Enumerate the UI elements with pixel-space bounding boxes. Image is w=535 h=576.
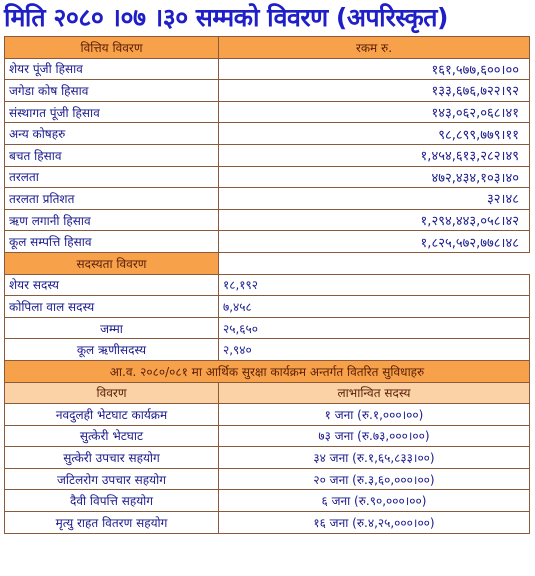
membership-row [5, 296, 530, 318]
financial-row-value: ९८,८९९,७७९।११ [219, 123, 530, 145]
membership-row-value: ७,४५८ [219, 296, 530, 318]
financial-header-amount: रकम रु. [219, 37, 530, 59]
financial-row-label: बचत हिसाव [5, 144, 219, 166]
benefit-row [5, 425, 530, 447]
financial-row-value: ३२।४८ [219, 188, 530, 210]
membership-row [5, 274, 530, 296]
financial-rows [5, 58, 530, 252]
membership-header-label: सदस्यता विवरण [5, 252, 219, 274]
benefit-row-label: मृत्यु राहत वितरण सहयोग [5, 512, 219, 534]
financial-row-label: शेयर पूंजी हिसाव [5, 58, 219, 80]
benefit-row-label: नवदुलही भेटघाट कार्यक्रम [5, 404, 219, 426]
benefit-row-value: ७३ जना (रु.७३,०००।००) [219, 425, 530, 447]
benefit-row-value: ३४ जना (रु.१,६५,८३३।००) [219, 447, 530, 469]
financial-row-label: कूल सम्पत्ति हिसाव [5, 231, 219, 253]
benefit-row [5, 447, 530, 469]
benefit-row-label: जटिलरोग उपचार सहयोग [5, 468, 219, 490]
financial-row-value: १४३,०६२,०६८।४१ [219, 101, 530, 123]
financial-row-value: १६१,५७७,६००।०० [219, 58, 530, 80]
financial-row-label: अन्य कोषहरु [5, 123, 219, 145]
membership-rows [5, 274, 530, 317]
financial-row [5, 80, 530, 102]
benefit-row-label: दैवी विपत्ति सहयोग [5, 490, 219, 512]
membership-total-value: २५,६५० [219, 317, 530, 339]
financial-row-value: ४७२,४३४,१०३।४० [219, 166, 530, 188]
membership-row-value: १८,१९२ [219, 274, 530, 296]
financial-row-value: १३३,६७६,७२२।९२ [219, 80, 530, 102]
benefit-row-label: सुत्केरी उपचार सहयोग [5, 447, 219, 469]
financial-row [5, 209, 530, 231]
debtor-value: २,९४० [219, 339, 530, 361]
financial-row-label: तरलता [5, 166, 219, 188]
membership-row-label: शेयर सदस्य [5, 274, 219, 296]
financial-row-label: तरलता प्रतिशत [5, 188, 219, 210]
benefits-header-row [5, 382, 530, 404]
financial-row [5, 123, 530, 145]
benefit-row-value: १ जना (रु.१,०००।००) [219, 404, 530, 426]
benefit-row [5, 404, 530, 426]
financial-row [5, 231, 530, 253]
membership-total-label: जम्मा [5, 317, 219, 339]
financial-row [5, 188, 530, 210]
benefit-row-value: १६ जना (रु.४,२५,०००।००) [219, 512, 530, 534]
financial-header-row [5, 37, 530, 59]
benefits-header-label: विवरण [5, 382, 219, 404]
benefit-row-value: ६ जना (रु.९०,०००।००) [219, 490, 530, 512]
benefits-band-row [5, 360, 530, 382]
financial-row [5, 101, 530, 123]
page-title: मिति २०८० ।०७ ।३० सम्मको विवरण (अपरिस्कृत) [4, 3, 448, 32]
benefits-band-title: आ.व. २०८०/०८१ मा आर्थिक सुरक्षा कार्यक्रम अन्तर्गत वितरित सुविधाहरु [5, 360, 530, 382]
debtor-label: कूल ऋणीसदस्य [5, 339, 219, 361]
benefits-header-value: लाभान्वित सदस्य [219, 382, 530, 404]
financial-row-value: १,४५४,६१३,२८२।४९ [219, 144, 530, 166]
membership-header-blank [219, 252, 530, 274]
membership-total-row [5, 317, 530, 339]
financial-row-label: ऋण लगानी हिसाव [5, 209, 219, 231]
financial-row-value: १,२९४,४४३,०५८।४२ [219, 209, 530, 231]
benefits-rows [5, 404, 530, 534]
benefit-row [5, 490, 530, 512]
report-table [4, 36, 530, 534]
debtor-row [5, 339, 530, 361]
financial-header-label: वित्तिय विवरण [5, 37, 219, 59]
financial-row [5, 58, 530, 80]
benefit-row-value: २० जना (रु.३,६०,०००।००) [219, 468, 530, 490]
membership-row-label: कोपिला वाल सदस्य [5, 296, 219, 318]
benefit-row-label: सुत्केरी भेटघाट [5, 425, 219, 447]
financial-row [5, 166, 530, 188]
financial-row-label: संस्थागत पूंजी हिसाव [5, 101, 219, 123]
benefit-row [5, 468, 530, 490]
financial-row-label: जगेडा कोष हिसाव [5, 80, 219, 102]
membership-header-row [5, 252, 530, 274]
financial-row-value: १,८२५,५७२,७७८।४८ [219, 231, 530, 253]
benefit-row [5, 512, 530, 534]
financial-row [5, 144, 530, 166]
